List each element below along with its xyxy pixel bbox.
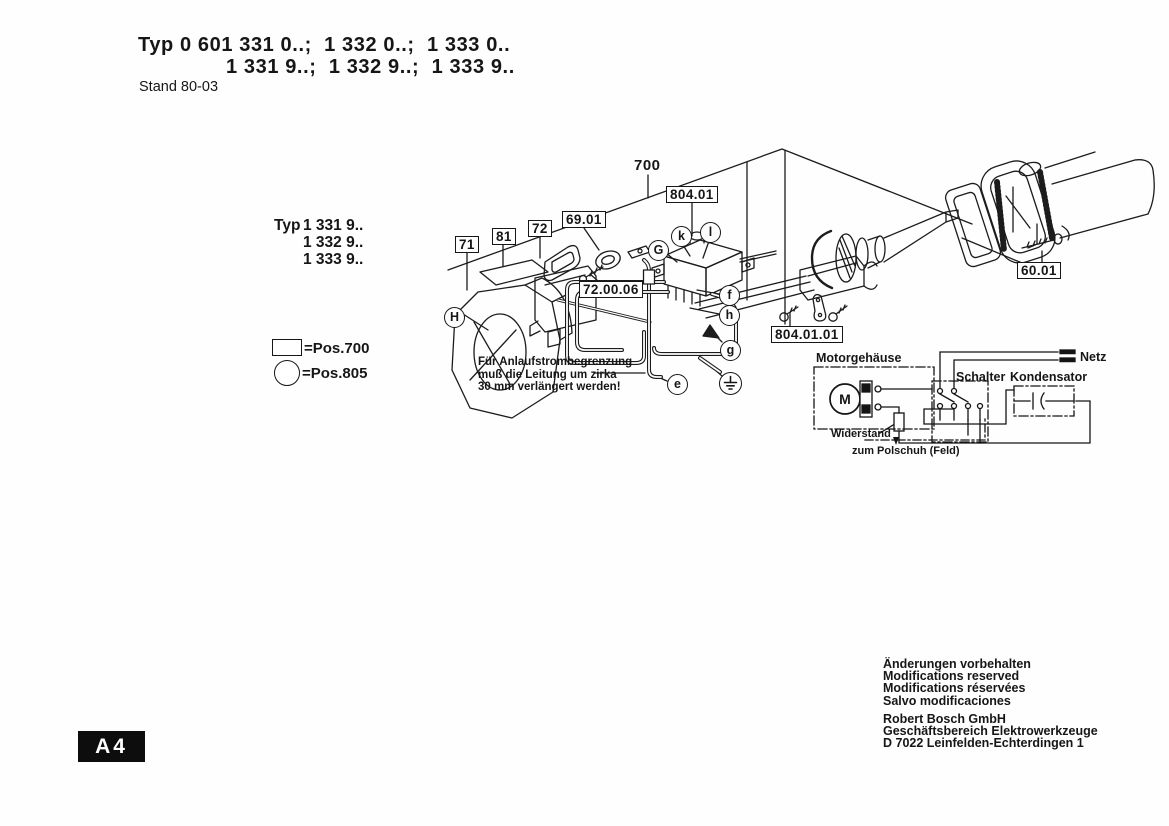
footer-block (883, 658, 1098, 749)
resistor-label: Widerstand (831, 428, 891, 440)
type-header-line1: Typ 0 601 331 0..; 1 332 0..; 1 333 0.. (138, 34, 511, 56)
letter-label-h: h (719, 305, 740, 326)
gasket-frame (944, 181, 1003, 268)
letter-label-f: f (719, 285, 740, 306)
mains-label: Netz (1080, 350, 1107, 364)
company-line: Robert Bosch GmbH (883, 711, 1006, 726)
armature (740, 210, 958, 288)
field-label: zum Polschuh (Feld) (852, 445, 960, 457)
part-label-81: 81 (492, 228, 516, 245)
notice-line: Modifications reserved (883, 669, 1020, 684)
part-label-69-01: 69.01 (562, 211, 606, 228)
part-label-804-01: 804.01 (666, 186, 718, 203)
pointer-triangle (703, 325, 719, 338)
part-label-804-01-01: 804.01.01 (771, 326, 843, 343)
part-label-60-01: 60.01 (1017, 262, 1061, 279)
resistor-symbol (894, 413, 904, 431)
type-list-model: 1 331 9.. (303, 217, 364, 234)
type-list-model: 1 332 9.. (303, 234, 364, 251)
part-label-700: 700 (634, 157, 661, 174)
company-line: D 7022 Leinfelden-Echterdingen 1 (883, 736, 1084, 751)
wire-ferrule (644, 270, 655, 284)
legend-rect-label: =Pos.700 (304, 340, 370, 357)
part-label-72: 72 (528, 220, 552, 237)
tool-body-outline (1045, 152, 1154, 240)
letter-label-e: e (667, 374, 688, 395)
field-arrow (893, 437, 899, 445)
capacitor-label: Kondensator (1010, 370, 1088, 384)
type-list-prefix: Typ (274, 217, 301, 234)
end-cap (976, 156, 1060, 268)
part-label-72-00-06: 72.00.06 (579, 281, 643, 298)
earth-ground-icon (719, 372, 742, 395)
type-header-line2: 1 331 9..; 1 332 9..; 1 333 9.. (226, 56, 515, 78)
legend-circle-label: =Pos.805 (302, 365, 368, 382)
motor-symbol: M (839, 391, 851, 407)
part-label-71: 71 (455, 236, 479, 253)
grommet (593, 248, 622, 272)
legend-circle-icon (274, 360, 300, 386)
motor-housing-label: Motorgehäuse (816, 351, 902, 365)
letter-label-G: G (648, 240, 669, 261)
legend-rect-icon (272, 339, 302, 356)
mains-bar-icon (1060, 358, 1075, 362)
letter-label-l: l (700, 222, 721, 243)
cap-screw (1022, 234, 1062, 248)
letter-label-g: g (720, 340, 741, 361)
letter-label-H: H (444, 307, 465, 328)
cable-lug (628, 246, 650, 258)
stand-date: Stand 80-03 (139, 79, 219, 95)
company-line: Geschäftsbereich Elektrowerkzeuge (883, 724, 1098, 739)
sheet-size-tag: A4 (78, 731, 145, 762)
type-list-model: 1 333 9.. (303, 251, 364, 268)
notice-line: Salvo modificaciones (883, 693, 1011, 708)
notice-line: Modifications réservées (883, 681, 1026, 696)
insulating-sheet (480, 260, 548, 285)
switch-label: Schalter (956, 370, 1006, 384)
stator-ring (452, 278, 572, 418)
field-lead-rod-core (558, 300, 650, 322)
notice-line: Änderungen vorbehalten (883, 657, 1031, 671)
mains-bar-icon (1060, 350, 1075, 354)
startup-current-note: Für Anlaufstrombegrenzung muß die Leitung um zirka 30 mm verlängert werden! (478, 356, 633, 393)
motor-housing-box (814, 367, 934, 429)
letter-label-k: k (671, 226, 692, 247)
